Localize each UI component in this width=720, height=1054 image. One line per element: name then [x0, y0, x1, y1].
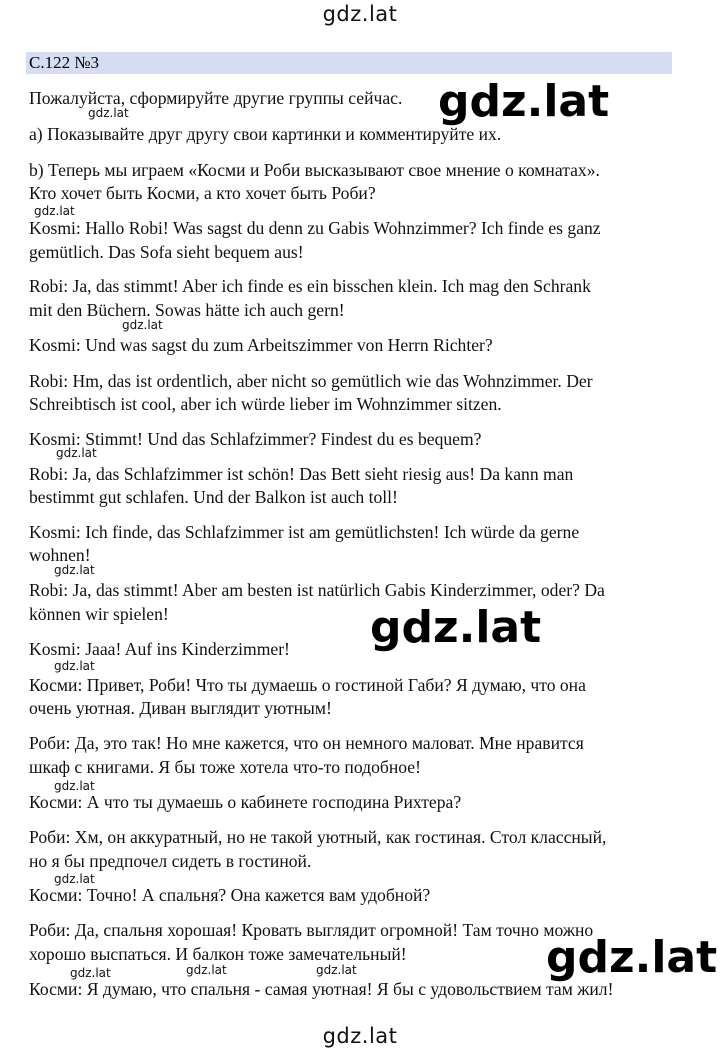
- text-line: a) Показывайте друг другу свои картинки и комментируйте их.: [29, 124, 502, 144]
- watermark-small: gdz.lat: [54, 563, 95, 577]
- text-line: Косми: А что ты думаешь о кабинете господина Рихтера?: [29, 792, 462, 812]
- watermark-large: gdz.lat: [546, 932, 718, 983]
- text-line: Kosmi: Jaaa! Auf ins Kinderzimmer!: [29, 639, 290, 659]
- watermark-small: gdz.lat: [56, 446, 97, 460]
- text-line: Kosmi: Stimmt! Und das Schlafzimmer? Findest du es bequem?: [29, 429, 482, 449]
- text-line: Роби: Да, спальня хорошая! Кровать выглядит огромной! Там точно можно: [29, 920, 594, 940]
- watermark-small: gdz.lat: [122, 318, 163, 332]
- text-line: Robi: Hm, das ist ordentlich, aber nicht so gemütlich wie das Wohnzimmer. Der: [29, 371, 593, 391]
- text-line: gemütlich. Das Sofa sieht bequem aus!: [29, 242, 304, 262]
- text-line: Роби: Хм, он аккуратный, но не такой уютный, как гостиная. Стол классный,: [29, 827, 607, 847]
- text-line: очень уютная. Диван выглядит уютным!: [29, 698, 332, 718]
- text-line: Косми: Привет, Роби! Что ты думаешь о гостиной Габи? Я думаю, что она: [29, 675, 586, 695]
- watermark-top: gdz.lat: [322, 2, 398, 26]
- text-line: Schreibtisch ist cool, aber ich würde lieber im Wohnzimmer sitzen.: [29, 394, 502, 414]
- watermark-small: gdz.lat: [88, 106, 129, 120]
- text-line: können wir spielen!: [29, 604, 169, 624]
- text-line: Косми: Точно! А спальня? Она кажется вам удобной?: [29, 885, 431, 905]
- text-line: mit den Büchern. Sowas hätte ich auch gern!: [29, 300, 345, 320]
- text-line: Kosmi: Und was sagst du zum Arbeitszimmer von Herrn Richter?: [29, 335, 493, 355]
- watermark-small: gdz.lat: [54, 659, 95, 673]
- exercise-title: С.122 №3: [29, 53, 100, 72]
- text-line: Kosmi: Ich finde, das Schlafzimmer ist am gemütlichsten! Ich würde da gerne: [29, 522, 580, 542]
- watermark-small: gdz.lat: [34, 204, 75, 218]
- text-line: Кто хочет быть Косми, а кто хочет быть Роби?: [29, 183, 376, 203]
- text-line: Kosmi: Hallo Robi! Was sagst du denn zu Gabis Wohnzimmer? Ich finde es ganz: [29, 218, 601, 238]
- watermark-small: gdz.lat: [54, 779, 95, 793]
- watermark-bottom: gdz.lat: [322, 1024, 398, 1048]
- text-line: Косми: Я думаю, что спальня - самая уютная! Я бы с удовольствием там жил!: [29, 979, 614, 999]
- text-line: b) Теперь мы играем «Косми и Роби высказывают свое мнение о комнатах».: [29, 160, 600, 180]
- text-line: Роби: Да, это так! Но мне кажется, что он немного маловат. Мне нравится: [29, 733, 584, 753]
- watermark-small: gdz.lat: [54, 872, 95, 886]
- exercise-header: [26, 52, 672, 74]
- text-line: Robi: Ja, das Schlafzimmer ist schön! Das Bett sieht riesig aus! Da kann man: [29, 464, 574, 484]
- text-line: Robi: Ja, das stimmt! Aber ich finde es ein bisschen klein. Ich mag den Schrank: [29, 276, 591, 296]
- watermark-small: gdz.lat: [316, 963, 357, 977]
- text-line: хорошо выспаться. И балкон тоже замечательный!: [29, 944, 407, 964]
- text-line: Robi: Ja, das stimmt! Aber am besten ist natürlich Gabis Kinderzimmer, oder? Da: [29, 580, 605, 600]
- watermark-small: gdz.lat: [70, 966, 111, 980]
- text-line: wohnen!: [29, 545, 91, 565]
- text-line: Пожалуйста, сформируйте другие группы сейчас.: [29, 88, 403, 108]
- text-line: шкаф с книгами. Я бы тоже хотела что-то подобное!: [29, 757, 421, 777]
- text-line: bestimmt gut schlafen. Und der Balkon ist auch toll!: [29, 487, 398, 507]
- watermark-large: gdz.lat: [370, 602, 542, 653]
- watermark-large: gdz.lat: [438, 76, 610, 127]
- text-line: но я бы предпочел сидеть в гостиной.: [29, 851, 312, 871]
- watermark-small: gdz.lat: [186, 963, 227, 977]
